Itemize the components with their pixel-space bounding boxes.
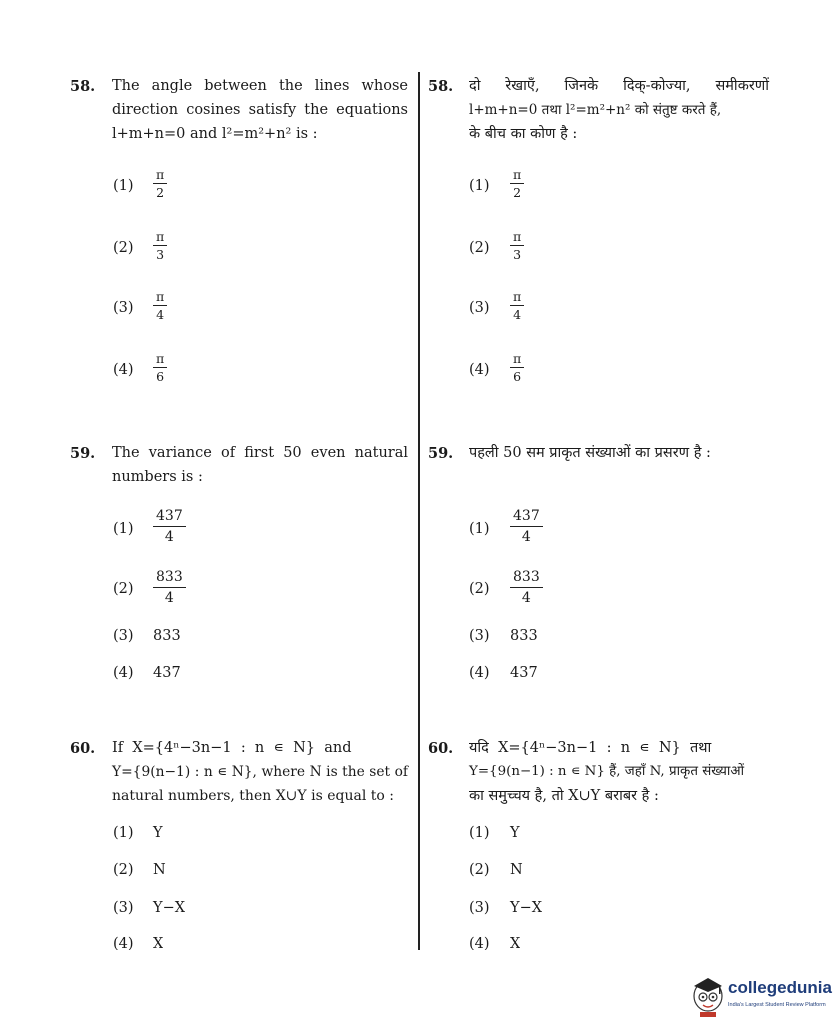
q58-en-opt1-label: (1) — [113, 178, 134, 194]
q60-en-opt1-label: (1) — [113, 825, 134, 841]
q60-hi-opt2-label: (2) — [469, 862, 490, 878]
q59-text-hi — [469, 441, 769, 465]
q60-text-en — [112, 736, 408, 808]
q59-hi-opt2-fraction: 833 4 — [510, 569, 543, 606]
q59-text-en — [112, 441, 408, 489]
q58-hi-opt2-fraction: π 3 — [510, 230, 524, 261]
q60-en-opt3-label: (3) — [113, 900, 134, 916]
q59-en-line-1: The variance of first 50 even natural — [112, 445, 408, 461]
q58-en-opt4-label: (4) — [113, 362, 134, 378]
q58-hi-line-1: दो रेखाएँ, जिनके दिक्-कोज्या, समीकरणों — [469, 78, 769, 94]
q60-hi-line-3: का समुच्चय है, तो X∪Y बराबर है : — [469, 788, 659, 804]
q59-en-opt1-label: (1) — [113, 521, 134, 537]
q58-text-en — [112, 74, 408, 146]
logo-wordmark: collegedunia — [728, 978, 832, 997]
q60-hi-opt3-label: (3) — [469, 900, 490, 916]
q59-hi-opt3-value: 833 — [510, 628, 538, 644]
q59-en-opt1-fraction: 437 4 — [153, 508, 186, 545]
q58-hi-opt4-label: (4) — [469, 362, 490, 378]
q60-hi-line-2: Y={9(n−1) : n ∊ N} हैं, जहाँ N, प्राकृत संख्याओं — [469, 764, 745, 779]
q60-en-opt2-value: N — [153, 862, 166, 878]
q59-hi-line-1: पहली 50 सम प्राकृत संख्याओं का प्रसरण है : — [469, 445, 711, 461]
q59-hi-opt1-label: (1) — [469, 521, 490, 537]
q60-en-opt4-value: X — [153, 936, 164, 950]
q60-number-hi: 60. — [428, 740, 454, 757]
q58-hi-line-2: l+m+n=0 तथा l²=m²+n² को संतुष्ट करते हैं, — [469, 102, 722, 118]
q59-hi-opt1-fraction: 437 4 — [510, 508, 543, 545]
q59-number-en: 59. — [70, 445, 96, 462]
q58-hi-opt4-fraction: π 6 — [510, 352, 524, 383]
q58-en-line-2: direction cosines satisfy the equations — [112, 102, 408, 118]
q58-text-hi — [469, 74, 769, 146]
q59-hi-opt3-label: (3) — [469, 628, 490, 644]
q59-hi-opt4-label: (4) — [469, 665, 490, 681]
q60-en-opt3-value: Y−X — [153, 900, 186, 916]
q58-en-line-1: The angle between the lines whose — [112, 78, 408, 94]
q58-en-line-3: l+m+n=0 and l²=m²+n² is : — [112, 126, 318, 142]
q58-en-opt1-fraction: π 2 — [153, 168, 167, 199]
q58-number-en: 58. — [70, 78, 96, 95]
q58-hi-opt1-label: (1) — [469, 178, 490, 194]
q59-en-opt2-fraction: 833 4 — [153, 569, 186, 606]
q58-number-hi: 58. — [428, 78, 454, 95]
q60-en-opt2-label: (2) — [113, 862, 134, 878]
q59-en-opt2-label: (2) — [113, 581, 134, 597]
q58-en-opt3-label: (3) — [113, 300, 134, 316]
q60-hi-opt2-value: N — [510, 862, 523, 878]
q60-text-hi — [469, 736, 769, 808]
q60-en-opt4-label: (4) — [113, 936, 134, 950]
q58-hi-line-3: के बीच का कोण है : — [469, 126, 578, 142]
q58-hi-opt3-label: (3) — [469, 300, 490, 316]
q60-hi-line-1: यदि X={4ⁿ−3n−1 : n ∊ N} तथा — [469, 740, 712, 756]
q60-en-opt1-value: Y — [153, 825, 163, 841]
q59-hi-opt2-label: (2) — [469, 581, 490, 597]
q60-en-line-3: natural numbers, then X∪Y is equal to : — [112, 788, 394, 804]
q60-number-en: 60. — [70, 740, 96, 757]
q59-en-opt3-label: (3) — [113, 628, 134, 644]
q60-hi-opt4-label: (4) — [469, 936, 490, 950]
q58-en-opt4-fraction: π 6 — [153, 352, 167, 383]
q60-hi-opt4-value: X — [510, 936, 521, 950]
q59-hi-opt4-value: 437 — [510, 665, 538, 681]
q59-en-opt3-value: 833 — [153, 628, 181, 644]
mascot-icon — [690, 972, 726, 1018]
q59-en-opt4-value: 437 — [153, 665, 181, 681]
q58-en-opt2-fraction: π 3 — [153, 230, 167, 261]
q59-en-line-2: numbers is : — [112, 469, 203, 485]
q59-en-opt4-label: (4) — [113, 665, 134, 681]
q60-hi-opt3-value: Y−X — [510, 900, 543, 916]
q58-hi-opt3-fraction: π 4 — [510, 290, 524, 321]
q59-number-hi: 59. — [428, 445, 454, 462]
q60-hi-opt1-label: (1) — [469, 825, 490, 841]
logo-tagline: India's Largest Student Review Platform — [728, 1002, 826, 1008]
collegedunia-logo[interactable] — [690, 972, 832, 1018]
q60-en-line-1: If X={4ⁿ−3n−1 : n ∊ N} and — [112, 740, 352, 756]
q58-hi-opt2-label: (2) — [469, 240, 490, 256]
q60-en-line-2: Y={9(n−1) : n ∊ N}, where N is the set of — [112, 764, 408, 780]
q60-hi-opt1-value: Y — [510, 825, 520, 841]
q58-en-opt3-fraction: π 4 — [153, 290, 167, 321]
column-divider — [418, 72, 420, 950]
q58-hi-opt1-fraction: π 2 — [510, 168, 524, 199]
q58-en-opt2-label: (2) — [113, 240, 134, 256]
